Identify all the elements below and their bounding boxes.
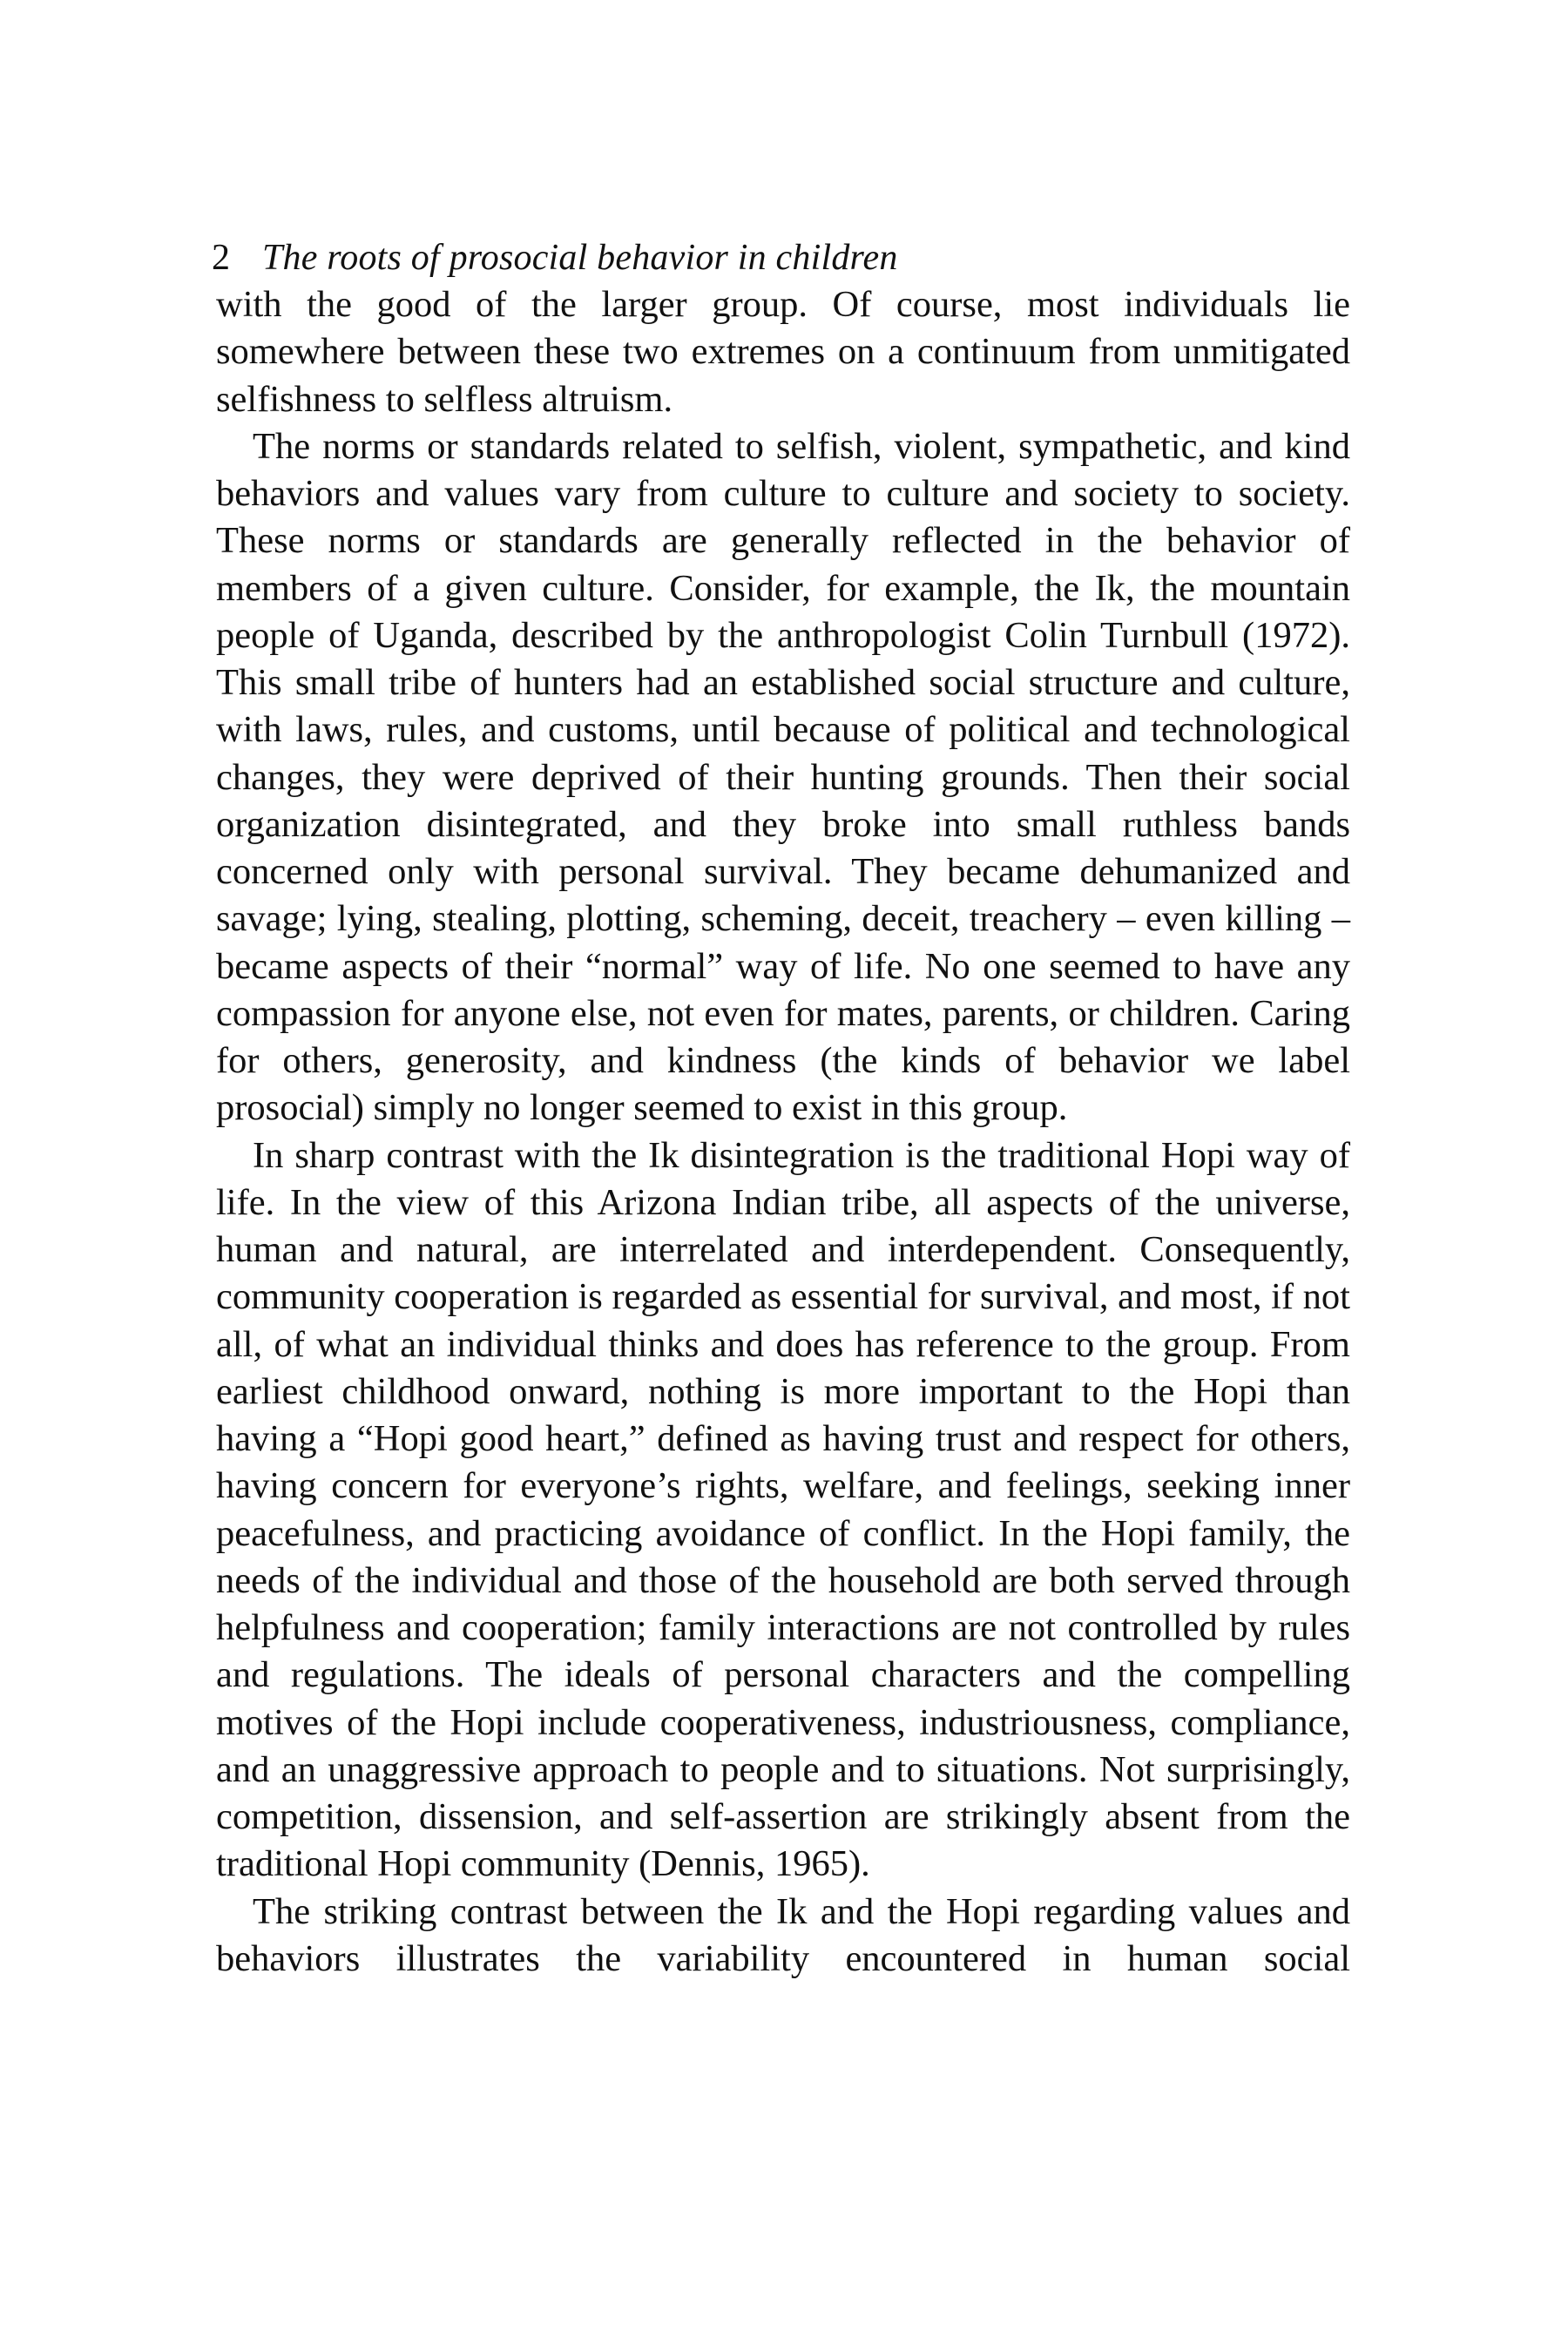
running-head: [212, 233, 1344, 282]
page-number: 2: [212, 238, 230, 278]
body-text: [216, 281, 1350, 1983]
paragraph-continuation: with the good of the larger group. Of course, most individuals lie somewhere between these two extremes on a continuum from unmitigated selfishness to selfless altruism.: [216, 284, 1350, 420]
running-title: The roots of prosocial behavior in children: [262, 238, 898, 278]
paragraph-contrast: The striking contrast between the Ik and the Hopi regarding values and behaviors illustrates the variability encountered in human social: [216, 1890, 1350, 1979]
paragraph-hopi: In sharp contrast with the Ik disintegration is the traditional Hopi way of life. In the view of this Arizona Indian tribe, all aspects of the universe, human and natural, are interrelated and interdependent. Consequently, community cooperation is regarded as essential for survival, and most, if not all, of what an individual thinks and does has reference to the group. From earliest childhood onward, nothing is more important to the Hopi than having a “Hopi good heart,” defined as having trust and respect for others, having concern for everyone’s rights, welfare, and feelings, seeking inner peacefulness, and practicing avoidance of conflict. In the Hopi family, the needs of the individual and those of the household are both served through helpfulness and cooperation; family interactions are not controlled by rules and regulations. The ideals of personal characters and the compelling motives of the Hopi include cooperativeness, industriousness, compliance, and an unaggressive approach to people and to situations. Not surprisingly, competition, dissension, and self-assertion are strikingly absent from the traditional Hopi community (Dennis, 1965).: [216, 1134, 1350, 1885]
paragraph-ik: The norms or standards related to selfish, violent, sympathetic, and kind behaviors and values vary from culture to culture and society to society. These norms or standards are generally reflected in the behavior of members of a given culture. Consider, for example, the Ik, the mountain people of Uganda, described by the anthropologist Colin Turnbull (1972). This small tribe of hunters had an established social structure and culture, with laws, rules, and customs, until because of political and technological changes, they were deprived of their hunting grounds. Then their social organization disintegrated, and they broke into small ruthless bands concerned only with personal survival. They became dehumanized and savage; lying, stealing, plotting, scheming, deceit, treachery – even killing – became aspects of their “normal” way of life. No one seemed to have any compassion for anyone else, not even for mates, parents, or children. Caring for others, generosity, and kindness (the kinds of behavior we label prosocial) simply no longer seemed to exist in this group.: [216, 425, 1350, 1129]
